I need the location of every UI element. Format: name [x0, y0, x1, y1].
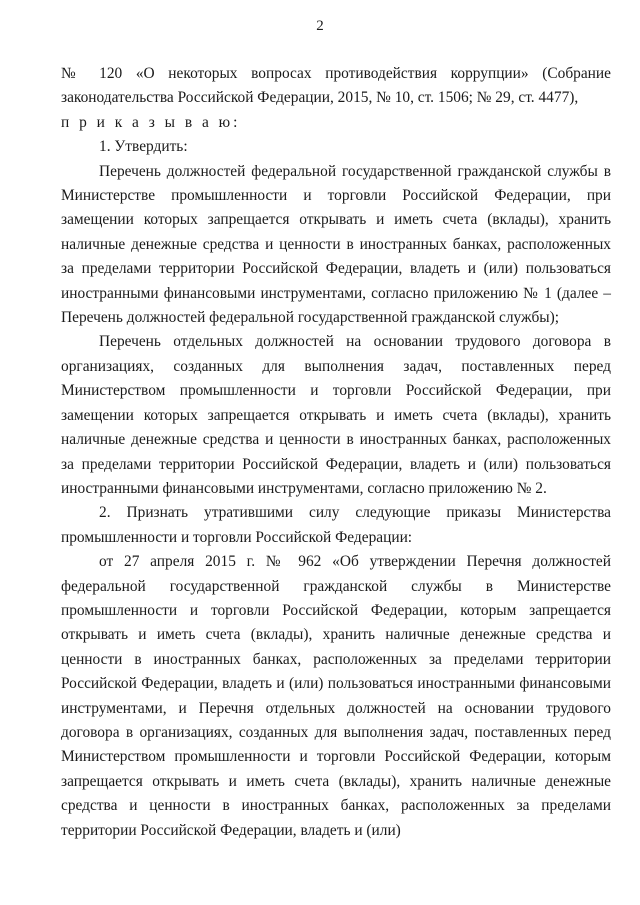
- paragraph-list-civil-service: Перечень должностей федеральной государственной гражданской службы в Министерстве промышленности и торговли Российской Федерации, при замещении которых запрещается открывать и иметь счета (вклады), хранить наличные денежные средства и ценности в иностранных банках, расположенных за пределами территории Российской Федерации, владеть и (или) пользоваться иностранными финансовыми инструментами, согласно приложению № 1 (далее – Перечень должностей федеральной государственной гражданской службы);: [61, 162, 611, 327]
- paragraph-decree-reference: № 120 «О некоторых вопросах противодействия коррупции» (Собрание законодательства Российской Федерации, 2015, № 10, ст. 1506; № 29, ст. 4477),: [61, 65, 611, 107]
- paragraph-invalidate-orders: 2. Признать утратившими силу следующие приказы Министерства промышленности и торговли Российской Федерации:: [61, 504, 611, 546]
- paragraph-list-labor-contract: Перечень отдельных должностей на основании трудового договора в организациях, созданных для выполнения задач, поставленных перед Министерством промышленности и торговли Российской Федерации, при замещении которых запрещается открывать и иметь счета (вклады), хранить наличные денежные средства и ценности в иностранных банках, расположенных за пределами территории Российской Федерации, владеть и (или) пользоваться иностранными финансовыми инструментами, согласно приложению № 2.: [61, 333, 611, 497]
- document-body: [61, 62, 611, 843]
- paragraph-order-word: п р и к а з ы в а ю:: [61, 113, 241, 131]
- page-number: 2: [316, 18, 324, 34]
- paragraph-order-962: от 27 апреля 2015 г. № 962 «Об утверждении Перечня должностей федеральной государственной гражданской службы в Министерстве промышленности и торговли Российской Федерации, которым запрещается открывать и иметь счета (вклады), хранить наличные денежные средства и ценности в иностранных банках, расположенных за пределами территории Российской Федерации, владеть и (или) пользоваться иностранными финансовыми инструментами, и Перечня отдельных должностей на основании трудового договора в организациях, созданных для выполнения задач, поставленных перед Министерством промышленности и торговли Российской Федерации, которым запрещается открывать и иметь счета (вклады), хранить наличные денежные средства и ценности в иностранных банках, расположенных за пределами территории Российской Федерации, владеть и (или): [61, 553, 611, 839]
- paragraph-approve-heading: 1. Утвердить:: [99, 138, 188, 156]
